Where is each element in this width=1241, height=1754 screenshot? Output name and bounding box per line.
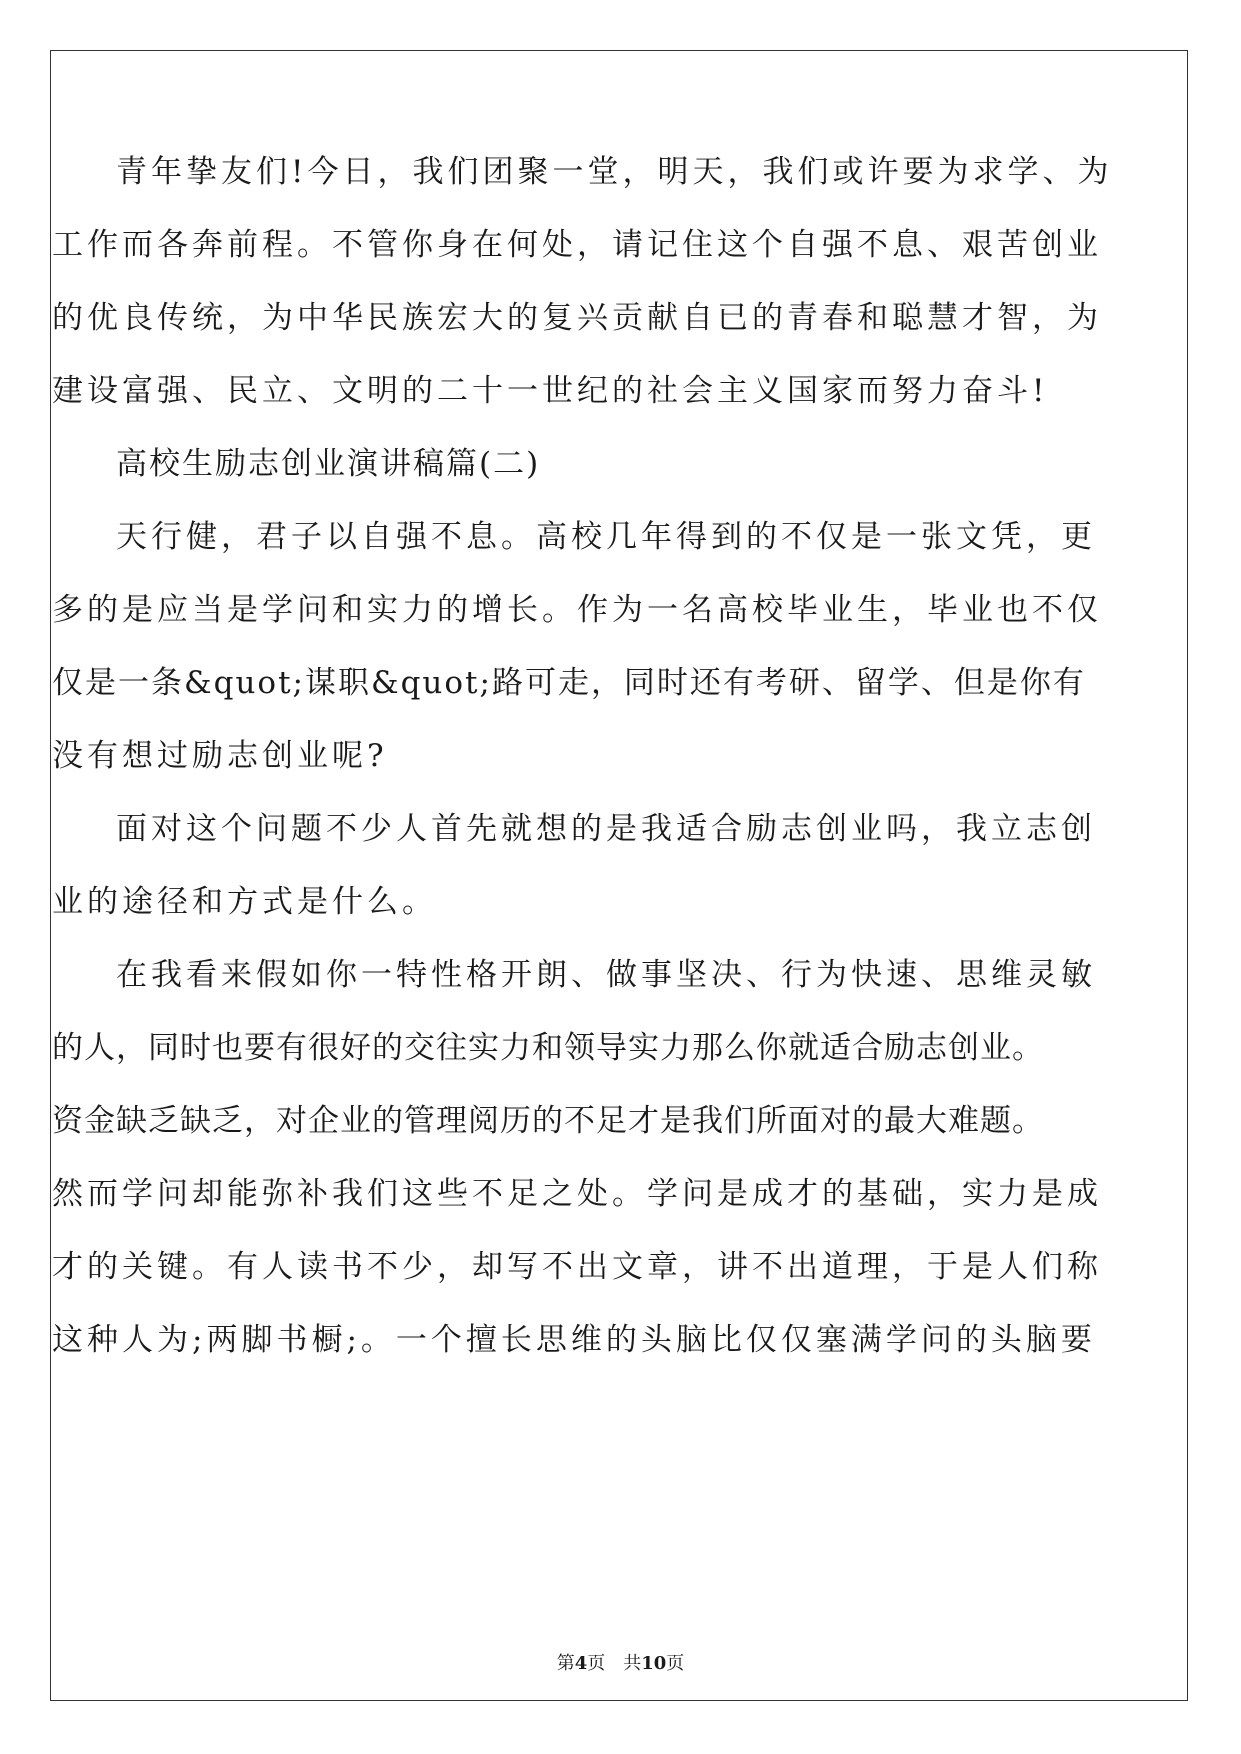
paragraph-line: 的人，同时也要有很好的交往实力和领导实力那么你就适合励志创业。 <box>52 1030 1044 1066</box>
paragraph-line: 业的途径和方式是什么。 <box>52 884 437 920</box>
paragraph-line: 这种人为;两脚书橱;。一个擅长思维的头脑比仅仅塞满学问的头脑要 <box>52 1322 1096 1358</box>
paragraph-line: 的优良传统，为中华民族宏大的复兴贡献自已的青春和聪慧才智，为 <box>52 300 1102 336</box>
paragraph-line: 多的是应当是学问和实力的增长。作为一名高校毕业生，毕业也不仅 <box>52 592 1102 628</box>
paragraph-line: 面对这个问题不少人首先就想的是我适合励志创业吗，我立志创 <box>116 811 1096 847</box>
section-heading: 高校生励志创业演讲稿篇(二) <box>116 446 541 482</box>
paragraph-line: 建设富强、民立、文明的二十一世纪的社会主义国家而努力奋斗! <box>52 373 1049 409</box>
paragraph-line: 青年挚友们!今日，我们团聚一堂，明天，我们或许要为求学、为 <box>116 154 1113 190</box>
footer-page-total: 10 <box>641 1653 667 1674</box>
footer-page-current: 4 <box>574 1653 588 1674</box>
footer-page-suffix: 页 <box>666 1653 685 1674</box>
paragraph-line: 才的关键。有人读书不少，却写不出文章，讲不出道理，于是人们称 <box>52 1249 1102 1285</box>
paragraph-line: 在我看来假如你一特性格开朗、做事坚决、行为快速、思维灵敏 <box>116 957 1096 993</box>
paragraph-line: 没有想过励志创业呢? <box>52 738 388 774</box>
paragraph-line: 工作而各奔前程。不管你身在何处，请记住这个自强不息、艰苦创业 <box>52 227 1102 263</box>
paragraph-line: 然而学问却能弥补我们这些不足之处。学问是成才的基础，实力是成 <box>52 1176 1102 1212</box>
footer-page-prefix: 第 <box>556 1653 575 1674</box>
page-footer <box>0 1652 1241 1676</box>
paragraph-line: 资金缺乏缺乏，对企业的管理阅历的不足才是我们所面对的最大难题。 <box>52 1103 1044 1139</box>
paragraph-line: 仅是一条&quot;谋职&quot;路可走，同时还有考研、留学、但是你有 <box>52 665 1086 701</box>
paragraph-line: 天行健，君子以自强不息。高校几年得到的不仅是一张文凭，更 <box>116 519 1096 555</box>
footer-page-mid: 页 共 <box>587 1653 642 1674</box>
